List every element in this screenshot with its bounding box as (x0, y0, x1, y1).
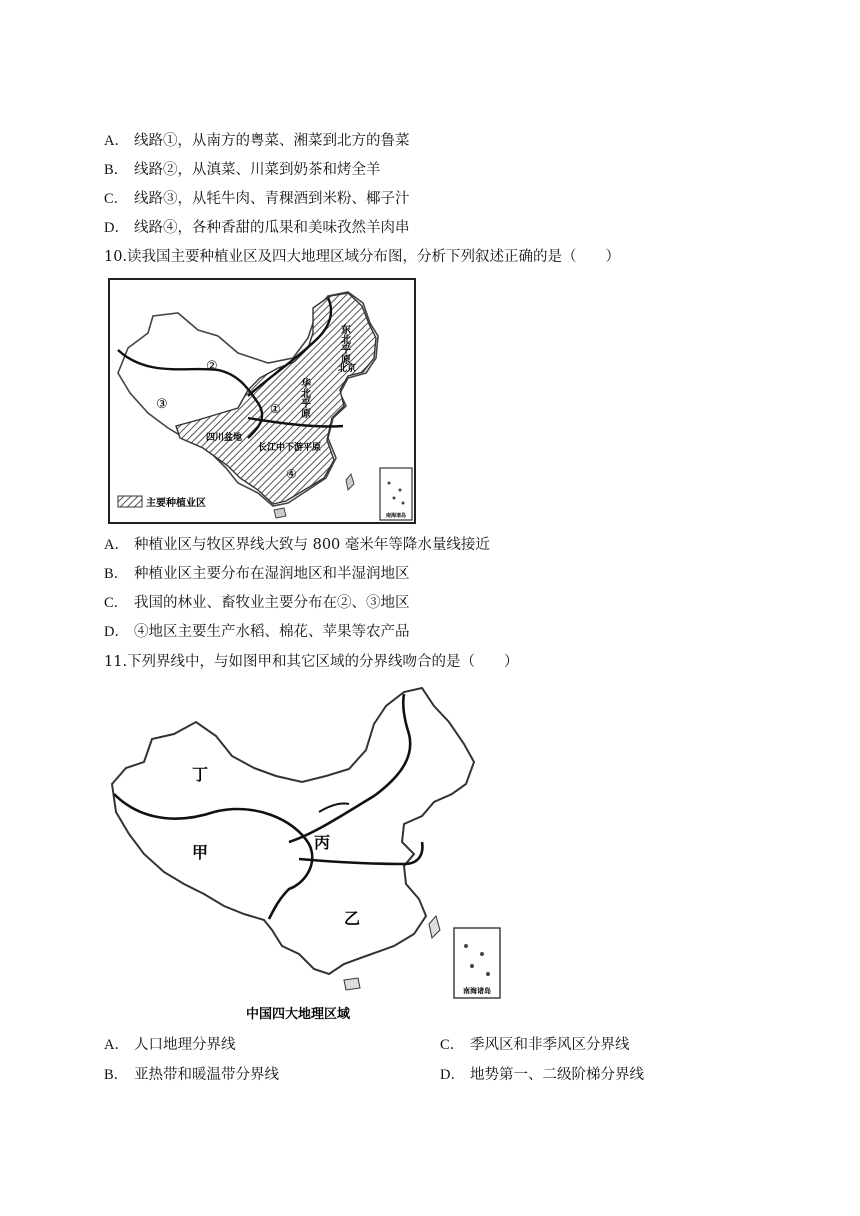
option-text: 亚热带和暖温带分界线 (134, 1067, 279, 1083)
option-text: 线路④，各种香甜的瓜果和美味孜然羊肉串 (134, 220, 410, 236)
q10-option-d (104, 622, 410, 642)
inset-label: 南海诸岛 (385, 513, 407, 519)
q11-stem: 11.下列界线中，与如图甲和其它区域的分界线吻合的是（ ） (104, 654, 519, 670)
q10-option-a (104, 535, 490, 555)
q11-option-c (440, 1035, 630, 1055)
q10-stem: 10.读我国主要种植业区及四大地理区域分布图，分析下列叙述正确的是（ ） (104, 249, 621, 265)
option-text: 线路③，从牦牛肉、青稞酒到米粉、椰子汁 (134, 191, 410, 207)
option-letter: A． (104, 537, 129, 553)
region-label-jia: 甲 (192, 843, 209, 862)
label-dongbei: 东北平原 (338, 324, 350, 364)
china-outline (112, 688, 474, 974)
option-letter: A． (104, 1037, 129, 1053)
option-text: 种植业区与牧区界线大致与 800 毫米年等降水量线接近 (134, 537, 490, 553)
option-letter: B． (104, 1067, 129, 1083)
q10-option-b (104, 564, 410, 584)
q9-option-c (104, 189, 410, 209)
crop-region-map-svg (108, 278, 416, 524)
option-letter: C． (440, 1037, 465, 1053)
region-label-3: ③ (156, 397, 168, 412)
q9-option-d (104, 218, 410, 238)
legend-label: 主要种植业区 (146, 498, 206, 509)
option-text: 线路②，从滇菜、川菜到奶茶和烤全羊 (134, 162, 381, 178)
q9-option-b (104, 160, 381, 180)
label-beijing: 北京 (338, 364, 357, 374)
crop-region-map (108, 278, 416, 524)
hainan-island (274, 508, 286, 518)
option-letter: B． (104, 566, 129, 582)
region-label-4: ④ (286, 467, 297, 481)
option-letter: D． (104, 624, 129, 640)
option-text: 地势第一、二级阶梯分界线 (470, 1067, 644, 1083)
region-label-bing: 丙 (314, 833, 331, 852)
legend-swatch (118, 496, 142, 507)
label-changjiang: 长江中下游平原 (258, 443, 322, 453)
inset-label: 南海诸岛 (463, 987, 491, 995)
option-text: 人口地理分界线 (134, 1037, 236, 1053)
map-caption: 中国四大地理区域 (245, 1007, 351, 1022)
q11-option-a (104, 1035, 236, 1055)
option-letter: D． (440, 1067, 465, 1083)
option-letter: C． (104, 595, 129, 611)
option-letter: C． (104, 191, 129, 207)
q11-option-d (440, 1065, 644, 1085)
option-text: ④地区主要生产水稻、棉花、苹果等农产品 (134, 624, 410, 640)
option-letter: B． (104, 162, 129, 178)
label-huabei: 华北平原 (298, 378, 310, 418)
option-text: 种植业区主要分布在湿润地区和半湿润地区 (134, 566, 410, 582)
four-regions-map (104, 684, 504, 1024)
region-label-1: ① (270, 402, 281, 416)
option-text: 我国的林业、畜牧业主要分布在②、③地区 (134, 595, 410, 611)
option-letter: D． (104, 220, 129, 236)
region-label-yi: 乙 (344, 909, 361, 928)
four-regions-map-svg (104, 684, 504, 1024)
q11-option-b (104, 1065, 279, 1085)
q9-option-a (104, 131, 410, 151)
option-letter: A． (104, 133, 129, 149)
q10-option-c (104, 593, 410, 613)
option-text: 线路①，从南方的粤菜、湘菜到北方的鲁菜 (134, 133, 410, 149)
region-label-2: ② (206, 359, 218, 374)
hainan-island (344, 978, 360, 990)
region-label-ding: 丁 (192, 765, 209, 784)
label-sichuan: 四川盆地 (206, 433, 243, 443)
option-text: 季风区和非季风区分界线 (470, 1037, 630, 1053)
taiwan-island (429, 916, 440, 938)
